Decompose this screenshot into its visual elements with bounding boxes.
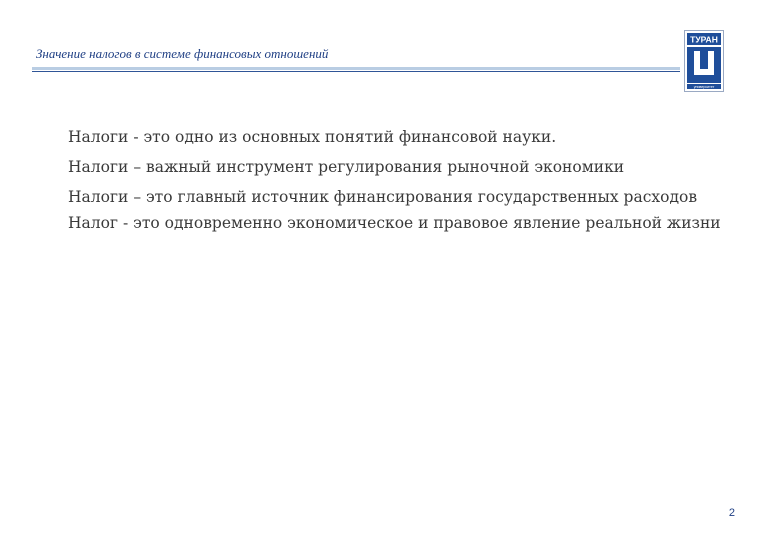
paragraph-3: Налоги – это главный источник финансирования государственных расходов: [68, 188, 698, 206]
logo-top-text: ТУРАН: [690, 34, 718, 45]
page-number: 2: [728, 507, 735, 519]
turan-logo-icon: [684, 30, 724, 92]
header-rule-thin: [32, 71, 680, 72]
slide-title: Значение налогов в системе финансовых отношений: [36, 46, 329, 61]
paragraph-4: Налог - это одновременно экономическое и правовое явление реальной жизни: [68, 214, 721, 232]
paragraph-1: Налоги - это одно из основных понятий финансовой науки.: [68, 128, 557, 146]
logo-bottom-text: университет: [693, 85, 715, 89]
turan-logo: [684, 30, 724, 92]
paragraph-2: Налоги – важный инструмент регулирования рыночной экономики: [68, 158, 625, 176]
header-rule: [32, 67, 680, 70]
content-body: [38, 126, 738, 242]
